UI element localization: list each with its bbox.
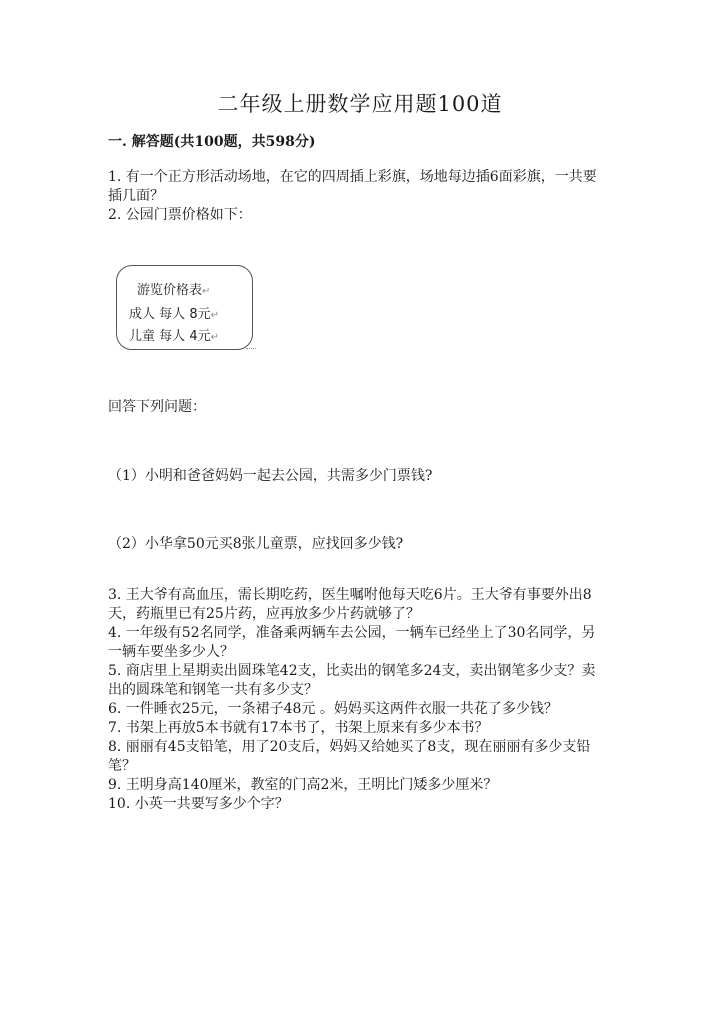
price-table-image — [116, 265, 253, 350]
question-3: 3. 王大爷有高血压，需长期吃药，医生嘱咐他每天吃6片。王大爷有事要外出8天，药瓶里已有25片药，应再放多少片药就够了？ — [108, 587, 592, 622]
question-10: 10. 小英一共要写多少个字？ — [108, 796, 289, 812]
question-5: 5. 商店里上星期卖出圆珠笔42支，比卖出的钢笔多24支，卖出钢笔多少支？卖出的圆珠笔和钢笔一共有多少支？ — [108, 663, 596, 698]
question-4: 4. 一年级有52名同学，准备乘两辆车去公园，一辆车已经坐上了30名同学，另一辆车要坐多少人？ — [108, 625, 596, 660]
document-title: 二年级上册数学应用题100道 — [217, 92, 503, 116]
price-row-adult: 成人 每人 8元↵ — [129, 307, 219, 322]
question-9: 9. 王明身高140厘米，教室的门高2米，王明比门矮多少厘米？ — [108, 777, 498, 793]
answer-prompt: 回答下列问题： — [108, 399, 206, 415]
price-row-child: 儿童 每人 4元↵ — [129, 329, 219, 344]
price-table-dotted-edge — [246, 348, 256, 350]
sub-question-1: （1）小明和爸爸妈妈一起去公园，共需多少门票钱? — [108, 468, 433, 484]
question-8: 8. 丽丽有45支铅笔，用了20支后，妈妈又给她买了8支，现在丽丽有多少支铅笔？ — [108, 739, 591, 774]
question-6: 6. 一件睡衣25元，一条裙子48元 。妈妈买这两件衣服一共花了多少钱？ — [108, 701, 558, 717]
price-table-title: 游览价格表↵ — [137, 283, 211, 298]
section-heading: 一. 解答题(共100题，共598分) — [108, 134, 316, 150]
question-7: 7. 书架上再放5本书就有17本书了，书架上原来有多少本书？ — [108, 720, 489, 736]
question-2: 2. 公园门票价格如下： — [108, 207, 252, 223]
question-1: 1. 有一个正方形活动场地，在它的四周插上彩旗，场地每边插6面彩旗，一共要插几面？ — [108, 169, 597, 204]
sub-question-2: （2）小华拿50元买8张儿童票，应找回多少钱? — [108, 536, 404, 552]
